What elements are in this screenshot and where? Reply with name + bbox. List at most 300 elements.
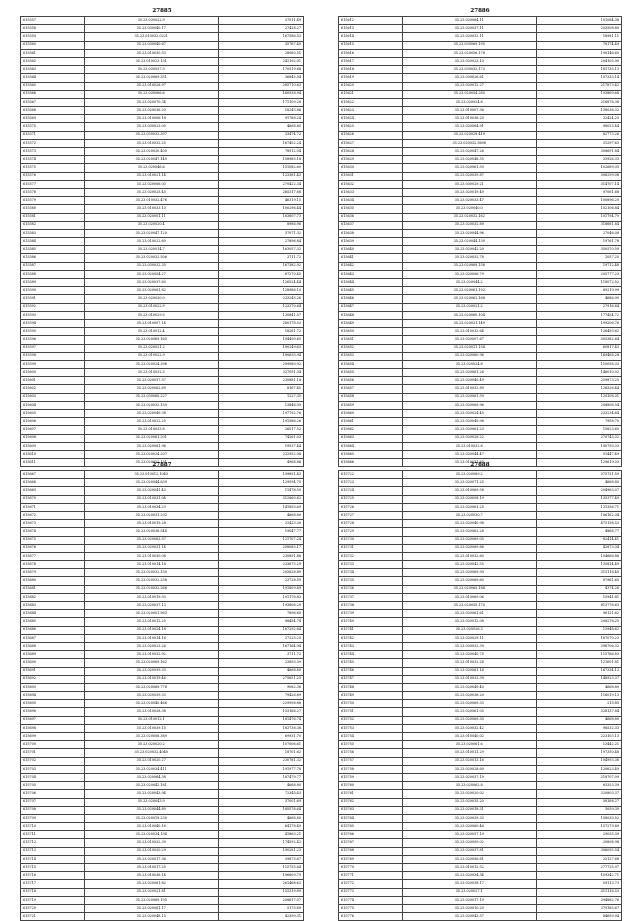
table-row: [339, 213, 622, 221]
value-cell: 120623.49: [536, 765, 621, 773]
row-id-cell: 615718: [21, 888, 85, 896]
table-row: [21, 270, 304, 278]
table-row: [339, 164, 622, 172]
code-cell: 35.23.010006.18: [84, 115, 218, 123]
table-row: [339, 74, 622, 82]
table-row: [21, 585, 304, 593]
row-id-cell: 615623: [339, 107, 403, 115]
code-cell: 35.23.020019.49: [402, 188, 536, 196]
code-cell: 35.23.010022.25: [84, 418, 218, 426]
value-cell: 7896.60: [218, 610, 303, 618]
code-cell: 35.23.020047.26: [402, 148, 536, 156]
row-id-cell: 615763: [339, 806, 403, 814]
value-cell: 39875.67: [218, 855, 303, 863]
code-cell: 35.23.020044.139: [402, 238, 536, 246]
row-id-cell: 615629: [339, 156, 403, 164]
table-row: [339, 287, 622, 295]
value-cell: 167586.53: [218, 33, 303, 41]
row-id-cell: 615635: [339, 205, 403, 213]
code-cell: 35.23.020059.02: [402, 839, 536, 847]
code-cell: 35.23.020038.17: [402, 880, 536, 888]
table-row: [21, 352, 304, 360]
table-row: [339, 17, 622, 25]
row-id-cell: 615650: [339, 328, 403, 336]
value-cell: 131356.71: [536, 503, 621, 511]
code-cell: 35.23.020065.184: [402, 585, 536, 593]
table-row: [339, 442, 622, 450]
code-cell: 35.23.020061.59: [402, 393, 536, 401]
row-id-cell: 615640: [339, 246, 403, 254]
code-cell: 35.23.020032.89: [402, 221, 536, 229]
value-cell: 74261.03: [218, 434, 303, 442]
code-cell: 35.23.020060.96: [402, 352, 536, 360]
value-cell: 217873.42: [536, 82, 621, 90]
value-cell: 129594.75: [218, 479, 303, 487]
row-id-cell: 615674: [21, 528, 85, 536]
value-cell: 15941.81: [536, 593, 621, 601]
row-id-cell: 615751: [339, 708, 403, 716]
table-row: [21, 172, 304, 180]
code-cell: 35.23.020032.266: [84, 585, 218, 593]
table-row: [339, 205, 622, 213]
data-table: [338, 470, 622, 921]
row-id-cell: 615561: [21, 49, 85, 57]
code-cell: 35.23.020010.20: [402, 904, 536, 912]
value-cell: 277725.97: [536, 864, 621, 872]
code-cell: 35.23.020024.207: [84, 450, 218, 458]
value-cell: 100896.20: [536, 197, 621, 205]
row-id-cell: 615772: [339, 880, 403, 888]
value-cell: 98532.33: [536, 724, 621, 732]
row-id-cell: 615587: [21, 262, 85, 270]
row-id-cell: 615581: [21, 213, 85, 221]
table-row: [21, 904, 304, 912]
table-row: [339, 352, 622, 360]
row-id-cell: 615568: [21, 107, 85, 115]
code-cell: 35.23.010020.29: [84, 847, 218, 855]
code-cell: 35.23.010032.476: [84, 197, 218, 205]
value-cell: 196809.79: [218, 872, 303, 880]
code-cell: 35.23.010007.14: [84, 319, 218, 327]
table-row: [21, 806, 304, 814]
table-row: [339, 328, 622, 336]
value-cell: 19761.78: [536, 238, 621, 246]
code-cell: 35.23.020070.34: [84, 98, 218, 106]
row-id-cell: 615685: [21, 618, 85, 626]
code-cell: 35.23.020044.2: [402, 279, 536, 287]
code-cell: 35.23.020060.104: [402, 311, 536, 319]
value-cell: 350570.59: [536, 246, 621, 254]
row-id-cell: 615609: [21, 442, 85, 450]
value-cell: 265317.68: [218, 188, 303, 196]
value-cell: 126493.82: [536, 328, 621, 336]
code-cell: 35.23.010036.20: [402, 115, 536, 123]
code-cell: 35.23.020012.27: [402, 82, 536, 90]
row-id-cell: 615657: [339, 385, 403, 393]
table-row: [21, 369, 304, 377]
table-row: [21, 213, 304, 221]
table-row: [21, 385, 304, 393]
row-id-cell: 615572: [21, 139, 85, 147]
code-cell: 35.23.010033.13: [84, 205, 218, 213]
table-row: [339, 839, 622, 847]
row-id-cell: 615593: [21, 311, 85, 319]
row-id-cell: 615664: [339, 442, 403, 450]
row-id-cell: 615683: [21, 602, 85, 610]
code-cell: 35.23.020030.7: [402, 511, 536, 519]
code-cell: 35.23.020069.90: [402, 569, 536, 577]
value-cell: 4668.80: [218, 511, 303, 519]
value-cell: 18245.86: [218, 107, 303, 115]
table-row: [21, 49, 304, 57]
code-cell: 35.23.030066.6: [84, 90, 218, 98]
code-cell: 35.23.020024.45: [402, 410, 536, 418]
value-cell: 67270.45: [218, 270, 303, 278]
value-cell: 129619.33: [536, 459, 621, 467]
value-cell: 4668.80: [218, 123, 303, 131]
code-cell: 35.23.010032.39: [84, 839, 218, 847]
table-row: [339, 528, 622, 536]
table-row: [339, 864, 622, 872]
row-id-cell: 615645: [339, 287, 403, 295]
row-id-cell: 615730: [339, 536, 403, 544]
value-cell: 91788.24: [218, 115, 303, 123]
table-row: [339, 536, 622, 544]
row-id-cell: 615592: [21, 303, 85, 311]
row-id-cell: 615704: [21, 773, 85, 781]
row-id-cell: 615703: [21, 765, 85, 773]
value-cell: 327091.34: [218, 369, 303, 377]
row-id-cell: 615665: [339, 450, 403, 458]
table-row: [21, 511, 304, 519]
row-id-cell: 615695: [21, 700, 85, 708]
value-cell: 229998.88: [218, 700, 303, 708]
value-cell: 1057.25: [536, 254, 621, 262]
table-row: [339, 749, 622, 757]
page-panel-4: [338, 460, 622, 921]
table-row: [339, 741, 622, 749]
table-row: [339, 520, 622, 528]
table-row: [21, 675, 304, 683]
table-row: [21, 377, 304, 385]
value-cell: 208808.54: [536, 401, 621, 409]
value-cell: 23893.39: [218, 659, 303, 667]
table-row: [339, 336, 622, 344]
value-cell: 259873.25: [536, 377, 621, 385]
value-cell: 69219.99: [536, 287, 621, 295]
table-row: [339, 221, 622, 229]
value-cell: 18981.11: [536, 33, 621, 41]
value-cell: 118072.52: [536, 279, 621, 287]
code-cell: 35.23.010036.14: [84, 872, 218, 880]
row-id-cell: 615724: [339, 487, 403, 495]
value-cell: 190146.60: [536, 49, 621, 57]
code-cell: 35.23.020012.08: [402, 618, 536, 626]
code-cell: 35.23.010032.3: [84, 369, 218, 377]
code-cell: 35.23.020061.96: [84, 442, 218, 450]
code-cell: 35.23.010023.131: [84, 57, 218, 65]
row-id-cell: 615660: [339, 410, 403, 418]
table-row: [21, 115, 304, 123]
row-id-cell: 615719: [21, 896, 85, 904]
table-row: [339, 344, 622, 352]
row-id-cell: 615708: [21, 806, 85, 814]
code-cell: 35.23.020044.96: [402, 229, 536, 237]
value-cell: 36845.94: [218, 74, 303, 82]
code-cell: 35.23.020062.168: [402, 295, 536, 303]
row-id-cell: 615700: [21, 741, 85, 749]
table-row: [339, 642, 622, 650]
row-id-cell: 615659: [339, 401, 403, 409]
row-id-cell: 615648: [339, 311, 403, 319]
value-cell: 204105.90: [536, 57, 621, 65]
value-cell: 151082.60: [218, 164, 303, 172]
row-id-cell: 615720: [21, 904, 85, 912]
panel-title: 27885: [152, 8, 172, 14]
value-cell: 116019.13: [536, 692, 621, 700]
code-cell: 35.23.020046.6: [84, 164, 218, 172]
table-row: [339, 823, 622, 831]
table-row: [21, 74, 304, 82]
value-cell: 79426.89: [218, 692, 303, 700]
code-cell: 35.23.020061.05: [402, 708, 536, 716]
code-cell: 35.23.020049.40: [402, 683, 536, 691]
table-row: [339, 495, 622, 503]
row-id-cell: 615689: [21, 651, 85, 659]
code-cell: 35.23.030037.9: [84, 66, 218, 74]
value-cell: 4668.80: [536, 716, 621, 724]
value-cell: 157279.89: [536, 823, 621, 831]
value-cell: 158030.52: [536, 814, 621, 822]
table-row: [339, 123, 622, 131]
table-row: [339, 618, 622, 626]
value-cell: 4668.80: [536, 683, 621, 691]
value-cell: 230781.32: [218, 757, 303, 765]
code-cell: 35.23.020039.33: [84, 667, 218, 675]
row-id-cell: 615764: [339, 814, 403, 822]
table-row: [339, 139, 622, 147]
row-id-cell: 615624: [339, 115, 403, 123]
value-cell: 3711.72: [218, 651, 303, 659]
table-row: [21, 33, 304, 41]
row-id-cell: 615757: [339, 757, 403, 765]
row-id-cell: 615750: [339, 700, 403, 708]
table-row: [339, 385, 622, 393]
code-cell: 35.23.020018.31: [402, 806, 536, 814]
value-cell: 104993.36: [536, 757, 621, 765]
value-cell: 153166.27: [218, 708, 303, 716]
code-cell: 35.23.020029.11: [402, 634, 536, 642]
value-cell: 4686.90: [536, 295, 621, 303]
table-row: [339, 872, 622, 880]
code-cell: 35.23.020042.181: [84, 782, 218, 790]
row-id-cell: 615737: [339, 593, 403, 601]
row-id-cell: 615606: [21, 418, 85, 426]
row-id-cell: 615762: [339, 798, 403, 806]
code-cell: 35.23.010014.16: [84, 634, 218, 642]
value-cell: 63353.39: [536, 782, 621, 790]
code-cell: 35.23.020069.60: [402, 577, 536, 585]
row-id-cell: 615731: [339, 544, 403, 552]
row-id-cell: 615675: [21, 536, 85, 544]
table-row: [21, 238, 304, 246]
table-row: [339, 434, 622, 442]
code-cell: 35.23.020069.33: [402, 716, 536, 724]
value-cell: 64178.49: [218, 823, 303, 831]
data-table: [338, 16, 622, 467]
table-row: [21, 864, 304, 872]
table-row: [339, 98, 622, 106]
value-cell: 3711.72: [218, 254, 303, 262]
value-cell: 4868.77: [536, 528, 621, 536]
code-cell: 35.23.020032.258: [84, 577, 218, 585]
row-id-cell: 615692: [21, 675, 85, 683]
row-id-cell: 615622: [339, 98, 403, 106]
table-row: [21, 98, 304, 106]
table-row: [339, 806, 622, 814]
code-cell: 35.23.020069.2: [402, 471, 536, 479]
table-row: [339, 115, 622, 123]
code-cell: 35.23.020025.45: [84, 188, 218, 196]
code-cell: 35.23.020061.23: [402, 426, 536, 434]
code-cell: 35.23.020062.69: [84, 385, 218, 393]
value-cell: 203508.80: [536, 25, 621, 33]
row-id-cell: 615725: [339, 495, 403, 503]
table-row: [339, 487, 622, 495]
table-row: [21, 749, 304, 757]
code-cell: 35.23.010012.1043: [84, 471, 218, 479]
value-cell: 305382.64: [536, 336, 621, 344]
row-id-cell: 615717: [21, 880, 85, 888]
table-row: [339, 667, 622, 675]
table-row: [339, 683, 622, 691]
row-id-cell: 615563: [21, 66, 85, 74]
code-cell: 35.23.020069.776: [84, 683, 218, 691]
table-row: [339, 552, 622, 560]
table-row: [21, 418, 304, 426]
row-id-cell: 615608: [21, 434, 85, 442]
value-cell: 27046.08: [536, 229, 621, 237]
table-row: [21, 708, 304, 716]
value-cell: 230881.18: [218, 377, 303, 385]
table-row: [339, 246, 622, 254]
value-cell: 15823.60: [536, 426, 621, 434]
code-cell: 35.23.010032.28: [402, 659, 536, 667]
value-cell: 191586.26: [218, 418, 303, 426]
code-cell: 35.23.020020.4: [84, 221, 218, 229]
code-cell: 35.23.020069.96: [402, 401, 536, 409]
table-row: [21, 733, 304, 741]
table-row: [21, 773, 304, 781]
table-row: [21, 328, 304, 336]
row-id-cell: 615672: [21, 511, 85, 519]
table-row: [339, 569, 622, 577]
code-cell: 35.23.030032.39: [402, 642, 536, 650]
code-cell: 35.23.010069.58: [402, 487, 536, 495]
value-cell: 101176.83: [218, 593, 303, 601]
value-cell: 174592.42: [218, 839, 303, 847]
code-cell: 35.23.030022.9: [84, 17, 218, 25]
table-row: [21, 360, 304, 368]
value-cell: 101794.70: [536, 213, 621, 221]
code-cell: 35.23.020028.419: [402, 131, 536, 139]
code-cell: 35.23.020031.149: [402, 319, 536, 327]
table-row: [339, 131, 622, 139]
row-id-cell: 615614: [339, 33, 403, 41]
code-cell: 35.23.010012.4: [84, 328, 218, 336]
row-id-cell: 615663: [339, 434, 403, 442]
code-cell: 35.23.010019.46: [84, 675, 218, 683]
code-cell: 35.23.010032.92: [84, 651, 218, 659]
table-row: [21, 262, 304, 270]
table-row: [21, 393, 304, 401]
value-cell: 18261.72: [218, 328, 303, 336]
table-row: [21, 164, 304, 172]
code-cell: 35.23.020049.38: [84, 410, 218, 418]
value-cell: 60817.43: [536, 344, 621, 352]
table-row: [21, 123, 304, 131]
row-id-cell: 615699: [21, 733, 85, 741]
value-cell: 160938.94: [218, 90, 303, 98]
code-cell: 35.23.020020.02: [402, 790, 536, 798]
row-id-cell: 615739: [339, 610, 403, 618]
table-row: [21, 577, 304, 585]
row-id-cell: 615738: [339, 602, 403, 610]
table-row: [339, 503, 622, 511]
table-row: [21, 57, 304, 65]
table-row: [339, 303, 622, 311]
table-row: [21, 896, 304, 904]
value-cell: 233245.26: [218, 295, 303, 303]
value-cell: 42399.31: [218, 913, 303, 921]
value-cell: 8167.45: [218, 385, 303, 393]
table-row: [339, 692, 622, 700]
row-id-cell: 615733: [339, 561, 403, 569]
value-cell: 185576.64: [218, 806, 303, 814]
table-row: [21, 197, 304, 205]
table-row: [21, 634, 304, 642]
code-cell: 35.23.020032.5608: [402, 139, 536, 147]
code-cell: 35.23.020001.11: [84, 213, 218, 221]
table-row: [339, 90, 622, 98]
row-id-cell: 615740: [339, 618, 403, 626]
table-row: [339, 188, 622, 196]
row-id-cell: 615680: [21, 577, 85, 585]
row-id-cell: 615585: [21, 246, 85, 254]
table-row: [21, 544, 304, 552]
row-id-cell: 615747: [339, 675, 403, 683]
row-id-cell: 615707: [21, 798, 85, 806]
code-cell: 35.23.020001.963: [84, 610, 218, 618]
code-cell: 35.23.020061.201: [84, 434, 218, 442]
row-id-cell: 615631: [339, 172, 403, 180]
code-cell: 35.23.010032.25: [84, 139, 218, 147]
value-cell: 306299.08: [536, 172, 621, 180]
value-cell: 320803.37: [536, 790, 621, 798]
value-cell: 230891.88: [218, 552, 303, 560]
value-cell: 199891.43: [218, 471, 303, 479]
table-row: [339, 57, 622, 65]
value-cell: 205628.89: [218, 569, 303, 577]
value-cell: 27428.27: [218, 25, 303, 33]
row-id-cell: 615745: [339, 659, 403, 667]
table-row: [339, 847, 622, 855]
table-row: [21, 716, 304, 724]
value-cell: 9082.36: [218, 683, 303, 691]
value-cell: 41863.21: [218, 831, 303, 839]
value-cell: 4668.80: [536, 479, 621, 487]
code-cell: 35.23.030060.227: [84, 393, 218, 401]
